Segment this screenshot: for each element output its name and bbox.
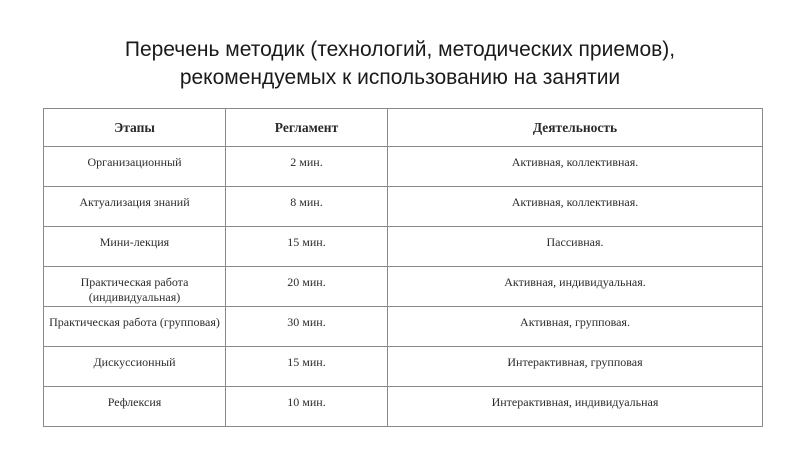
cell-time: 10 мин.	[226, 387, 388, 427]
cell-stage: Дискуссионный	[44, 347, 226, 387]
table-row	[44, 267, 763, 307]
header-activity: Деятельность	[388, 109, 763, 147]
table-row	[44, 387, 763, 427]
cell-stage: Организационный	[44, 147, 226, 187]
cell-activity: Активная, групповая.	[388, 307, 763, 347]
cell-activity: Пассивная.	[388, 227, 763, 267]
cell-activity: Активная, коллективная.	[388, 147, 763, 187]
cell-activity: Активная, коллективная.	[388, 187, 763, 227]
cell-time: 15 мин.	[226, 347, 388, 387]
cell-time: 2 мин.	[226, 147, 388, 187]
cell-stage: Рефлексия	[44, 387, 226, 427]
header-duration: Регламент	[226, 109, 388, 147]
table-row	[44, 187, 763, 227]
table-row	[44, 347, 763, 387]
cell-activity: Активная, индивидуальная.	[388, 267, 763, 307]
table-header-row	[44, 109, 763, 147]
table-row	[44, 307, 763, 347]
methods-table	[43, 108, 763, 427]
slide-title	[0, 36, 800, 92]
cell-activity: Интерактивная, групповая	[388, 347, 763, 387]
header-stages: Этапы	[44, 109, 226, 147]
table-row	[44, 227, 763, 267]
cell-stage: Мини-лекция	[44, 227, 226, 267]
cell-time: 8 мин.	[226, 187, 388, 227]
slide-title-line-2: рекомендуемых к использованию на занятии	[179, 66, 621, 89]
cell-stage: Практическая работа (индивидуальная)	[44, 267, 226, 307]
cell-stage: Актуализация знаний	[44, 187, 226, 227]
cell-activity: Интерактивная, индивидуальная	[388, 387, 763, 427]
cell-stage: Практическая работа (групповая)	[44, 307, 226, 347]
cell-time: 15 мин.	[226, 227, 388, 267]
slide-title-line-1: Перечень методик (технологий, методических приемов),	[124, 38, 676, 61]
cell-time: 20 мин.	[226, 267, 388, 307]
table-row	[44, 147, 763, 187]
cell-time: 30 мин.	[226, 307, 388, 347]
